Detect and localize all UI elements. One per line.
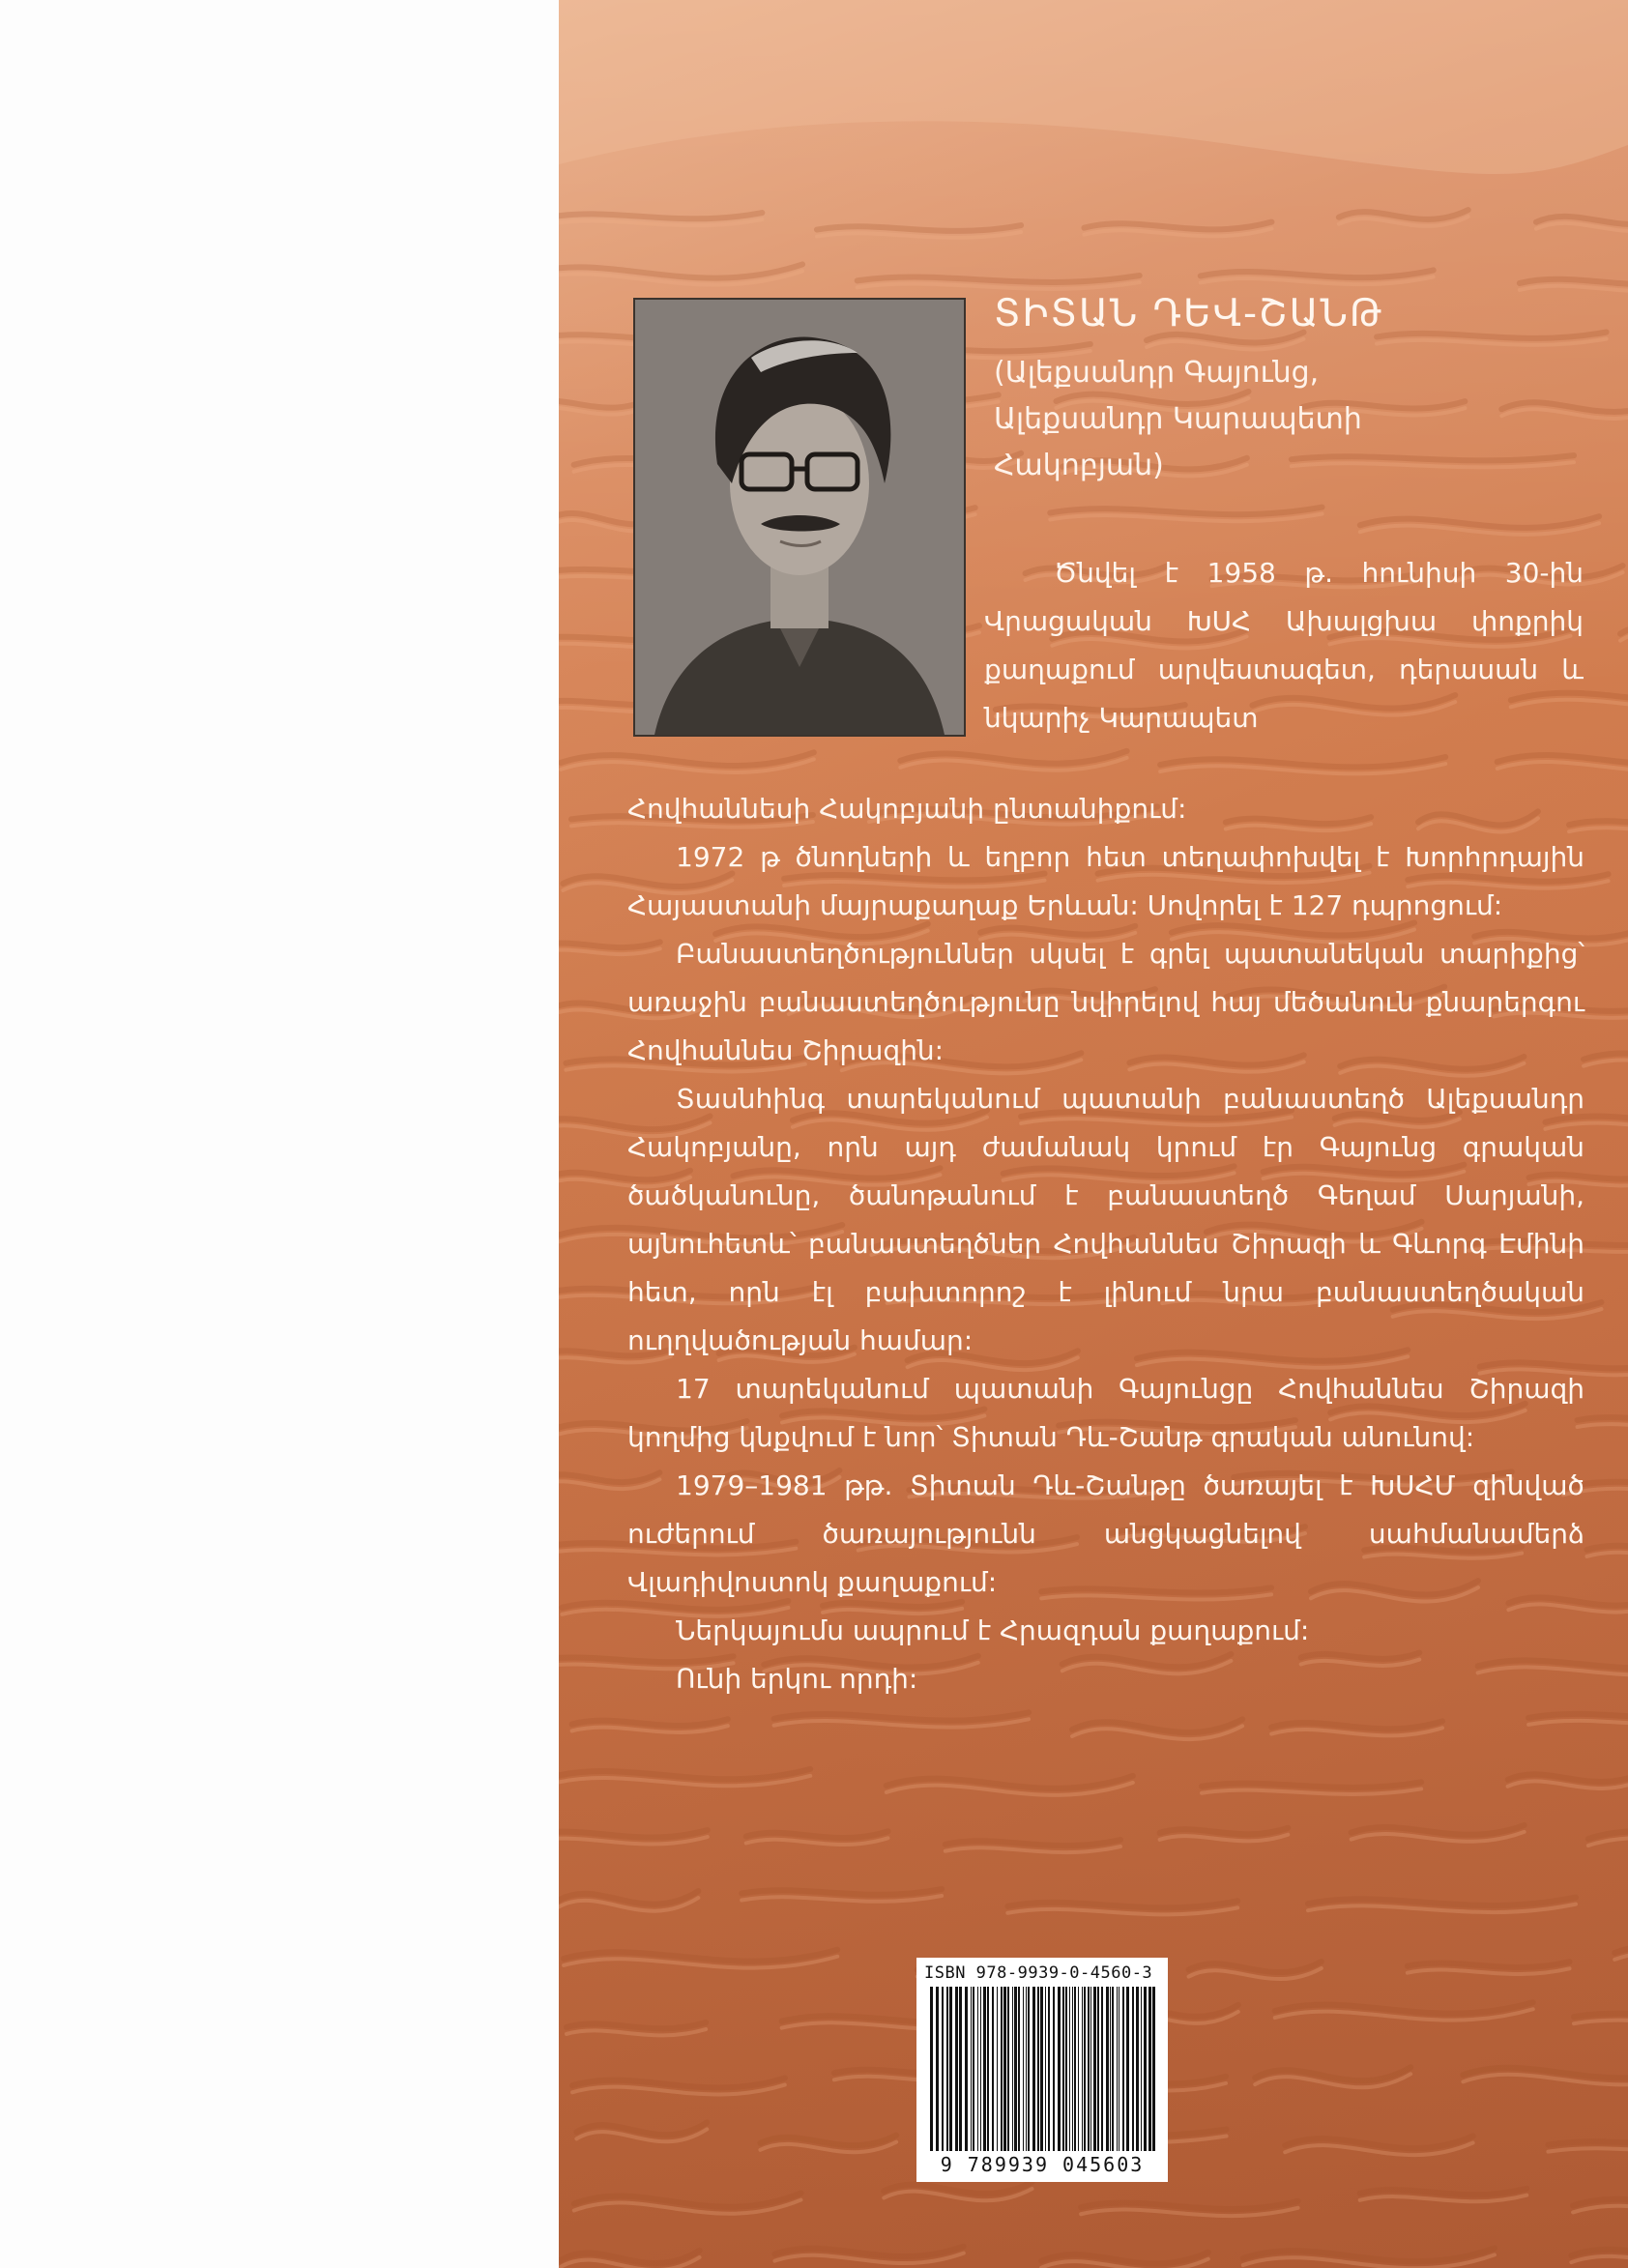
barcode-bar — [1122, 1987, 1124, 2151]
barcode-bar — [1026, 1987, 1027, 2151]
portrait-illustration — [635, 300, 964, 735]
barcode-bar — [1058, 1987, 1061, 2151]
bio-paragraph: 1979–1981 թթ. Տիտան Դև-Շանթը ծառայել է ԽՍՀՄ զինված ուժերում ծառայությունն անցկացնելով սահմանամերձ Վլադիվոստոկ քաղաքում: — [627, 1469, 1584, 1598]
bio-paragraph: Բանաստեղծություններ սկսել է գրել պատանեկան տարիքից՝ առաջին բանաստեղծությունը նվիրելով հայ մեծանուն քնարերգու Հովհաննես Շիրազին: — [627, 938, 1584, 1066]
barcode-bar — [1072, 1987, 1073, 2151]
bio-intro — [984, 549, 1584, 742]
barcode-bar — [1065, 1987, 1067, 2151]
author-alias — [994, 350, 1574, 489]
barcode-bar — [1097, 1987, 1099, 2151]
barcode-bar — [1110, 1987, 1111, 2151]
bio-paragraph: Ունի երկու որդի: — [676, 1663, 918, 1695]
barcode-bar — [965, 1987, 968, 2151]
white-inner-strip — [0, 0, 559, 2268]
bio-paragraph: 17 տարեկանում պատանի Գայունցը Հովհաննես Շիրազի կողմից կնքվում է նոր՝ Տիտան Դև-Շանթ գրական անունով: — [627, 1373, 1584, 1453]
barcode-bar — [1032, 1987, 1035, 2151]
barcode-bar — [1148, 1987, 1151, 2151]
bio-paragraph: Տասնհինգ տարեկանում պատանի բանաստեղծ Ալեքսանդր Հակոբյանը, որն այդ ժամանակ կրում էր Գայունց գրական ծածկանունը, ծանոթանում է բանաստեղծ Գեղամ Սարյանի, այնուհետև՝ բանաստեղծներ Հովհաննես Շիրազի և Գևորգ Էմինի հետ, որն էլ բախտորոշ է լինում նրա բանաստեղծական ուղղվածության համար: — [627, 1083, 1584, 1356]
barcode-bar — [1106, 1987, 1109, 2151]
isbn-digits: 9 789939 045603 — [940, 2153, 1145, 2176]
barcode-bar — [1088, 1987, 1090, 2151]
barcode-bar — [1023, 1987, 1024, 2151]
barcode-bar — [1144, 1987, 1147, 2151]
barcode-bar — [949, 1987, 952, 2151]
barcode-bar — [1112, 1987, 1114, 2151]
bio-body — [627, 785, 1584, 1703]
barcode-bar — [1074, 1987, 1076, 2151]
barcode-bar — [1062, 1987, 1064, 2151]
barcode-bar — [997, 1987, 998, 2151]
barcode-bar — [955, 1987, 958, 2151]
barcode-bar — [930, 1987, 933, 2151]
barcode-bar — [959, 1987, 962, 2151]
barcode-bar — [1012, 1987, 1013, 2151]
barcode-bar — [973, 1987, 974, 2151]
barcode-bar — [1053, 1987, 1055, 2151]
author-photo — [633, 298, 966, 737]
barcode-bar — [980, 1987, 981, 2151]
barcode-bar — [946, 1987, 948, 2151]
barcode-bar — [1003, 1987, 1006, 2151]
bio-paragraph: Ներկայումս ապրում է Հրազդան քաղաքում: — [676, 1614, 1310, 1646]
bio-paragraph: Ծնվել է 1958 թ. հունիսի 30-ին Վրացական ԽՍՀ Ախալցխա փոքրիկ քաղաքում արվեստագետ, դերասան և նկարիչ Կարապետ — [984, 557, 1584, 734]
barcode-bar — [1014, 1987, 1017, 2151]
barcode-bar — [1048, 1987, 1050, 2151]
bio-paragraph: 1972 թ ծնողների և եղբոր հետ տեղափոխվել է Խորհրդային Հայաստանի մայրաքաղաք Երևան: Սովորել է 127 դպրոցում: — [627, 841, 1584, 921]
barcode-bar — [1093, 1987, 1096, 2151]
barcode-bar — [977, 1987, 978, 2151]
barcode-bar — [1082, 1987, 1083, 2151]
isbn-label: ISBN 978-9939-0-4560-3 — [924, 1963, 1153, 1983]
barcode-bar — [1028, 1987, 1030, 2151]
barcode-bar — [1132, 1987, 1134, 2151]
barcode-bar — [1007, 1987, 1009, 2151]
barcode-bar — [992, 1987, 994, 2151]
author-name: ՏԻՏԱՆ ԴԵՎ-ՇԱՆԹ — [994, 292, 1384, 335]
barcode-bar — [1084, 1987, 1086, 2151]
barcode-icon — [924, 1987, 1160, 2151]
barcode-bar — [1090, 1987, 1091, 2151]
alias-line: Ալեքսանդր Կարապետի — [994, 402, 1362, 436]
barcode-bar — [1141, 1987, 1142, 2151]
bio-paragraph: Հովհաննեսի Հակոբյանի ընտանիքում: — [627, 793, 1187, 825]
barcode-bar — [1117, 1987, 1118, 2151]
barcode-bar — [1101, 1987, 1103, 2151]
barcode-bar — [1078, 1987, 1079, 2151]
barcode-bar — [1045, 1987, 1046, 2151]
barcode-bar — [1152, 1987, 1155, 2151]
barcode-bar — [936, 1987, 939, 2151]
barcode-bar — [1037, 1987, 1039, 2151]
barcode-bar — [1126, 1987, 1129, 2151]
barcode-bar — [971, 1987, 972, 2151]
barcode-bar — [942, 1987, 944, 2151]
barcode-bar — [1018, 1987, 1020, 2151]
barcode-bar — [983, 1987, 986, 2151]
alias-line: Հակոբյան) — [994, 449, 1164, 482]
back-cover — [559, 0, 1628, 2268]
isbn-barcode-box — [916, 1958, 1168, 2182]
barcode-bar — [1136, 1987, 1139, 2151]
barcode-bar — [1001, 1987, 1003, 2151]
barcode-bar — [1040, 1987, 1043, 2151]
barcode-bar — [1069, 1987, 1070, 2151]
barcode-bar — [987, 1987, 989, 2151]
alias-line: (Ալեքսանդր Գայունց, — [994, 356, 1320, 390]
